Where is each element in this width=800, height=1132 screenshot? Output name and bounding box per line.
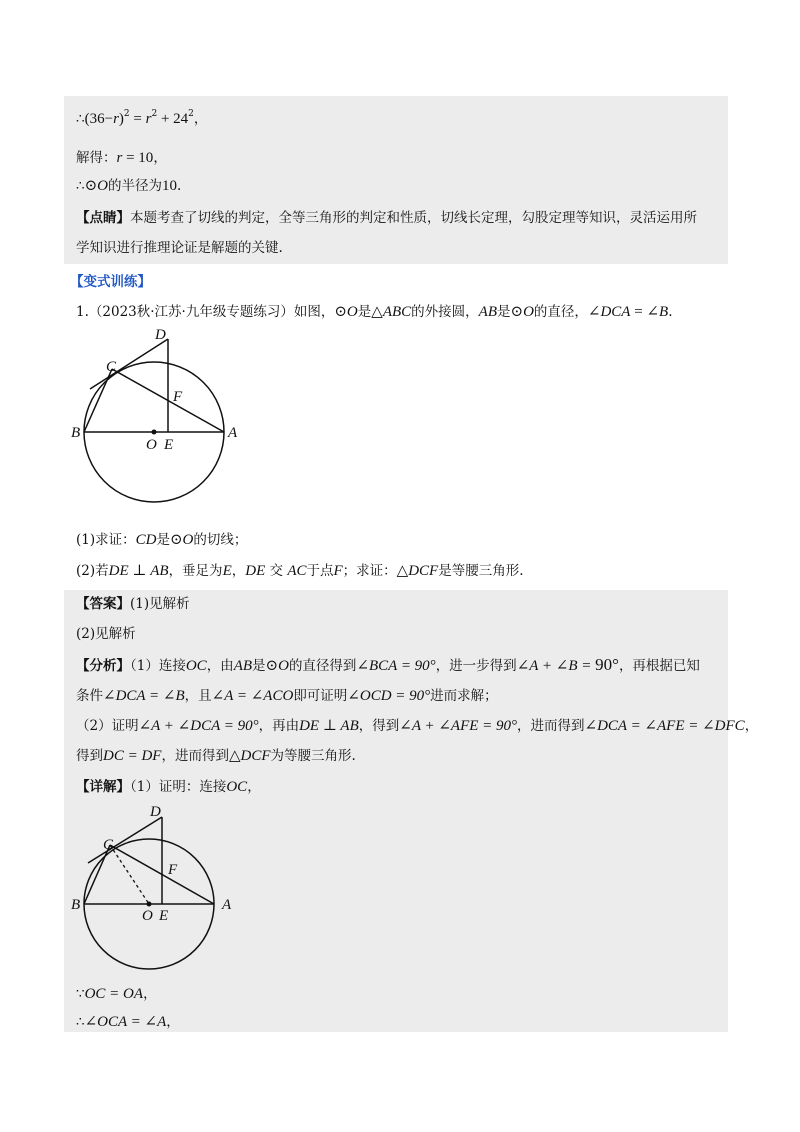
circle-symbol: ⊙ [334, 304, 347, 320]
label-o: O [142, 908, 153, 924]
label-e: E [159, 908, 169, 924]
tangent-line [90, 339, 168, 389]
text: ，进一步得到 [435, 658, 517, 674]
label-f: F [173, 389, 183, 405]
label-a: A [228, 425, 238, 441]
comma: ， [166, 1014, 180, 1030]
text: ，再根据已知 [618, 658, 700, 674]
comment-text: 学知识进行推理论证是解题的关键. [76, 240, 283, 256]
equation: OC = OA [84, 986, 144, 1002]
comment-text: 本题考查了切线的判定，全等三角形的判定和性质，切线长定理，勾股定理等知识，灵活运用所 [130, 210, 697, 226]
text: 交 [265, 563, 288, 579]
answer-line-2 [76, 624, 136, 644]
var-o: O [97, 178, 109, 194]
paren-close: ) [118, 111, 124, 127]
perp-symbol: ⊥ [128, 563, 151, 579]
text: ；求证： [342, 563, 397, 579]
text: ， [744, 718, 759, 734]
text: 得到 [76, 748, 103, 764]
text: 是等腰三角形. [438, 563, 524, 579]
var-r: r [113, 111, 119, 127]
question-number: 1. [76, 304, 89, 320]
equation: ∠BCA = 90° [356, 658, 436, 674]
text: （1）连接 [130, 658, 186, 674]
comma: ， [143, 986, 157, 1002]
angle-dca: ∠DCA [587, 304, 631, 320]
question-source: （2023秋·江苏·九年级专题练习）如图， [88, 304, 335, 320]
var-o: O [182, 532, 194, 548]
text: (1)求证： [76, 532, 136, 548]
analysis-label: 【分析】 [76, 658, 130, 674]
equation: ∠DCA = ∠B [103, 688, 185, 704]
therefore-symbol: ∴ [76, 111, 85, 127]
triangle-dcf: DCF [408, 563, 439, 579]
variant-heading: 【变式训练】 [70, 274, 151, 290]
text: （2）证明 [76, 718, 139, 734]
label-b: B [71, 425, 81, 441]
question-1 [76, 302, 672, 322]
label-c: C [103, 837, 114, 853]
text: ， [231, 563, 246, 579]
segment-ab: AB [233, 658, 253, 674]
text: (2)若 [76, 563, 109, 579]
num-24: 24 [173, 111, 189, 127]
label-d: D [155, 327, 166, 343]
text: 的直径， [533, 304, 588, 320]
circle-symbol: ⊙ [169, 532, 183, 548]
part-1 [76, 530, 247, 550]
equals: = [630, 304, 647, 320]
paren-open: ( [84, 111, 90, 127]
exponent: 2 [123, 109, 130, 119]
comment-line-1 [76, 208, 697, 228]
text: ，进而得到 [517, 718, 585, 734]
num-36: 36 [89, 111, 105, 127]
comma: ， [193, 111, 208, 127]
triangle-dcf: DCF [240, 748, 271, 764]
geometry-figure-1 [60, 325, 260, 515]
analysis-line-3 [76, 716, 758, 736]
text: 的外接圆， [411, 304, 479, 320]
text: 是 [156, 532, 170, 548]
answer-2: (2)见解析 [76, 626, 136, 642]
label-c: C [106, 359, 117, 375]
segment-oc: OC [226, 779, 248, 795]
equals: = [129, 111, 146, 127]
analysis-line-4 [76, 746, 356, 766]
equation: DC = DF [103, 748, 162, 764]
label-f: F [168, 862, 178, 878]
triangle-abc: ABC [382, 304, 412, 320]
circle-symbol: ⊙ [265, 658, 279, 674]
var-o: O [523, 304, 534, 320]
triangle-symbol: △ [228, 748, 241, 764]
equation-line-1 [76, 104, 207, 129]
text: （1）证明：连接 [130, 779, 227, 795]
angle-b: ∠B [646, 304, 669, 320]
text: 是 [252, 658, 266, 674]
answer-line-1 [76, 594, 190, 614]
text: 的直径得到 [288, 658, 357, 674]
segment-de: DE [245, 563, 266, 579]
circle-symbol: ⊙ [510, 304, 524, 320]
equation: ∠OCA = ∠A [84, 1014, 167, 1030]
period: . [177, 178, 182, 194]
exponent: 2 [188, 109, 194, 119]
equation-value: 90° [595, 655, 619, 674]
text: ，再由 [258, 718, 300, 734]
segment-oc: OC [185, 658, 207, 674]
segment-ab: AB [150, 563, 169, 579]
period: . [668, 304, 673, 320]
text: ，得到 [358, 718, 400, 734]
value: = 10 [122, 150, 154, 166]
segment-ac: AC [287, 563, 307, 579]
radius-oc-dashed [110, 845, 149, 904]
segment-ab: AB [478, 304, 497, 320]
text: 是 [357, 304, 372, 320]
analysis-line-2 [76, 686, 498, 706]
solve-label: 解得： [76, 150, 117, 166]
therefore-symbol: ∴ [76, 1014, 85, 1030]
text: ，由 [206, 658, 234, 674]
equation: ∠A + ∠DCA = 90° [138, 718, 259, 734]
label-e: E [164, 437, 174, 453]
step-line-1 [76, 984, 157, 1004]
solve-line [76, 148, 167, 168]
comment-label: 【点睛】 [76, 210, 130, 226]
geometry-figure-2 [60, 797, 260, 987]
label-d: D [150, 804, 161, 820]
comment-line-2 [76, 238, 283, 258]
text: 条件 [76, 688, 103, 704]
text: 于点 [306, 563, 334, 579]
detail-label: 【详解】 [76, 779, 130, 795]
text: ，进而得到 [161, 748, 229, 764]
label-a: A [222, 897, 232, 913]
equation: ∠A + ∠B = [516, 658, 596, 674]
because-symbol: ∵ [76, 986, 85, 1002]
chord-bc [84, 845, 110, 904]
text: 即可证明 [293, 688, 348, 704]
equation: DE ⊥ AB [299, 718, 359, 734]
comma: ， [153, 150, 167, 166]
text: 的切线； [193, 532, 248, 548]
var-r: r [145, 111, 152, 127]
text: ，垂足为 [168, 563, 223, 579]
part-2 [76, 561, 524, 581]
label-o: O [146, 437, 157, 453]
text: ，且 [184, 688, 212, 704]
text: 进而求解； [430, 688, 498, 704]
text: 的半径为 [108, 178, 163, 194]
equation: ∠A + ∠AFE = 90° [399, 718, 518, 734]
label-b: B [71, 897, 81, 913]
radius-line [76, 176, 181, 196]
plus-sign: + [157, 111, 174, 127]
equation: ∠DCA = ∠AFE = ∠DFC [584, 718, 745, 734]
segment-de: DE [108, 563, 129, 579]
therefore-symbol: ∴ [76, 178, 85, 194]
exponent: 2 [151, 109, 158, 119]
analysis-line-1 [76, 655, 700, 676]
step-line-2 [76, 1012, 180, 1032]
triangle-symbol: △ [371, 304, 383, 320]
circle-symbol: ⊙ [84, 178, 98, 194]
segment-cd: CD [135, 532, 157, 548]
tangent-line [88, 817, 162, 863]
equation: ∠OCD = 90° [347, 688, 431, 704]
center-dot [147, 902, 152, 907]
point-e: E [222, 563, 232, 579]
text: ， [247, 779, 261, 795]
center-dot [152, 430, 157, 435]
text: 为等腰三角形. [270, 748, 356, 764]
value: 10 [162, 178, 178, 194]
answer-1: (1)见解析 [130, 596, 190, 612]
point-f: F [333, 563, 343, 579]
minus-sign: − [104, 111, 114, 127]
triangle-symbol: △ [396, 563, 409, 579]
var-r: r [116, 150, 123, 166]
var-o: O [346, 304, 358, 320]
equation: ∠A = ∠ACO [211, 688, 294, 704]
answer-label: 【答案】 [76, 596, 130, 612]
text: 是 [496, 304, 511, 320]
detail-line [76, 777, 261, 797]
var-o: O [278, 658, 289, 674]
